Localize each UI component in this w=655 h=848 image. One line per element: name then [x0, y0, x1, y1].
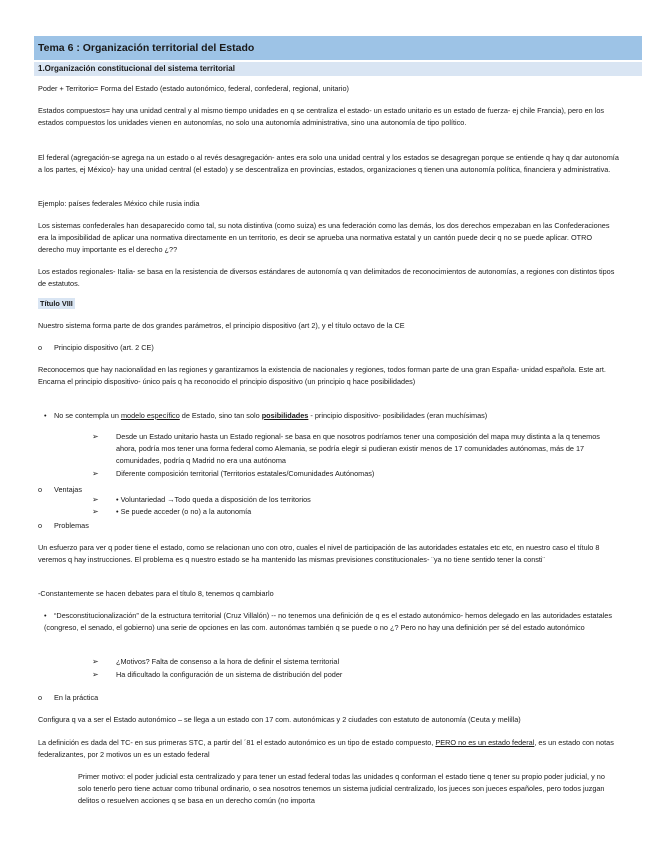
titulo-viii-label: Título VIII — [40, 299, 73, 308]
arrow-item-voluntariedad: • Voluntariedad →Todo queda a disposición de los territorios — [116, 495, 311, 504]
bullet-desconstitucionalizacion: • “Desconstitucionalización” de la estructura territorial (Cruz Villalón) -- no tenemos una definición de q es el estado autonómico- hemos delegado en las autoridades estatales (congreso, el senado, el gobierno) una serie de opciones en las com. autonómas también q se puede o no ¿? Pero no hay una definición per sé del estado autonómico — [44, 611, 612, 633]
paragraph-federal: El federal (agregación-se agrega na un estado o al revés desagregación- antes era solo una unidad central y los estados se desagregan porque se entiende q hay q dar autonomía a los partes, ej México)- hay una unidad central (el estado) y se descentraliza en provincias, estados, organizaciones q tienen una autonomía política, financiera y administrativa. — [38, 153, 619, 175]
paragraph-reconocemos: Reconocemos que hay nacionalidad en las regiones y garantizamos la existencia de nacionales y regiones, todos forman parte de una gran España- unidad española. Este art. Encarna el principio dispositivo- único país q ha reconocido el principio dispositivo (un principio q hace posibilidades) — [38, 365, 606, 387]
arrow-item-estado-unitario: Desde un Estado unitario hasta un Estado regional- se basa en que nosotros podríamos tener una composición del mapa muy distinta a la q tenemos ahora, podría mos tener una forma federal como Alemania, se podría elegir si pudieran existir menos de 17 comunidades autónomas, más de 17 comunidades, podría q Madrid no era una autónoma — [116, 432, 600, 466]
arrow-marker: ➢ — [92, 670, 99, 679]
chapter-heading: Tema 6 : Organización territorial del Estado — [34, 36, 642, 60]
paragraph-ejemplo: Ejemplo: países federales México chile rusia india — [38, 199, 200, 208]
outline-item-ventajas: o Ventajas — [38, 485, 82, 494]
arrow-item-dificultado: Ha dificultado la configuración de un sistema de distribución del poder — [116, 670, 343, 679]
arrow-marker: ➢ — [92, 495, 99, 504]
paragraph-primer-motivo: Primer motivo: el poder judicial esta centralizado y para tener un estad federal todas las unidades q conforman el estado tiene q tener su propio poder judicial, y no solo tenerlo pero tiene actuar como tribunal ordinario, o sea nosotros tenemos un sistema judicial centralizado, los jueces son jueces españoles, pero todos juzgan delitos o resuelven acciones q se basa en un derecho común (no importa — [78, 772, 605, 806]
arrow-marker: ➢ — [92, 432, 99, 441]
arrow-item-motivos: ¿Motivos? Falta de consenso a la hora de definir el sistema territorial — [116, 657, 340, 666]
paragraph-constantemente: -Constantemente se hacen debates para el título 8, tenemos q cambiarlo — [38, 589, 274, 598]
arrow-marker: ➢ — [92, 507, 99, 516]
paragraph-parametros: Nuestro sistema forma parte de dos grandes parámetros, el principio dispositivo (art 2), y el título octavo de la CE — [38, 321, 405, 330]
outline-item-problemas: o Problemas — [38, 521, 89, 530]
outline-item-principio: o Principio dispositivo (art. 2 CE) — [38, 343, 154, 352]
paragraph-configura: Configura q va a ser el Estado autonómico – se llega a un estado con 17 com. autonómicas y 2 ciudades con estatuto de autonomía (Ceuta y melilla) — [38, 715, 521, 724]
paragraph-forma-estado: Poder + Territorio= Forma del Estado (estado autonómico, federal, confederal, regional, unitario) — [38, 84, 349, 93]
paragraph-esfuerzo: Un esfuerzo para ver q poder tiene el estado, como se relacionan uno con otro, cuales el nivel de participación de las autoridades estatales etc etc, en nuestro caso el título 8 veremos q hay instrucciones. El problema es q nuestro estado se ha mantenido las mismas previsiones constitucionales- ¨ya no tiene sentido tener la consti¨ — [38, 543, 600, 565]
arrow-marker: ➢ — [92, 469, 99, 478]
outline-item-practica: o En la práctica — [38, 693, 99, 702]
arrow-item-acceder: • Se puede acceder (o no) a la autonomía — [116, 507, 252, 516]
paragraph-definicion-tc: La definición es dada del TC- en sus primeras STC, a partir del ´81 el estado autonómico es un tipo de estado compuesto, PERO no es un estado federal, es un estado con notas federalizantes, por 2 motivos un es un estado federal — [38, 738, 614, 760]
paragraph-estados-compuestos: Estados compuestos= hay una unidad central y al mismo tiempo unidades en q se centraliza el estado- un estado unitario es un estado de fuerza- ej chile Francia), pero en los estados compuestos los unidades vienen en autonomías, no solo una autonomía administrativa, sino una autonomía de tipo político. — [38, 106, 605, 128]
paragraph-regionales: Los estados regionales- Italia- se basa en la resistencia de diversos estándares de autonomía q van delimitados de reconocimientos de autonomías, a regiones con distintos tipos de estatutos. — [38, 267, 615, 289]
bullet-modelo: • No se contempla un modelo específico de Estado, sino tan solo posibilidades - principio dispositivo- posibilidades (eran muchísimas) — [44, 411, 488, 420]
arrow-marker: ➢ — [92, 657, 99, 666]
arrow-item-composicion: Diferente composición territorial (Territorios estatales/Comunidades Autónomas) — [116, 469, 375, 478]
section-heading: 1.Organización constitucional del sistema territorial — [34, 62, 642, 76]
paragraph-confederales: Los sistemas confederales han desaparecido como tal, su nota distintiva (como suiza) es una federación como las demás, los dos derechos empezaban en las Confederaciones era la imposibilidad de aplicar una normativa directamente en un territorio, es decir se aprueba una normativa estatal y un cantón puede decir q no se puede aplicar. OTRO derecho muy importante es el derecho ¿?? — [38, 221, 610, 255]
